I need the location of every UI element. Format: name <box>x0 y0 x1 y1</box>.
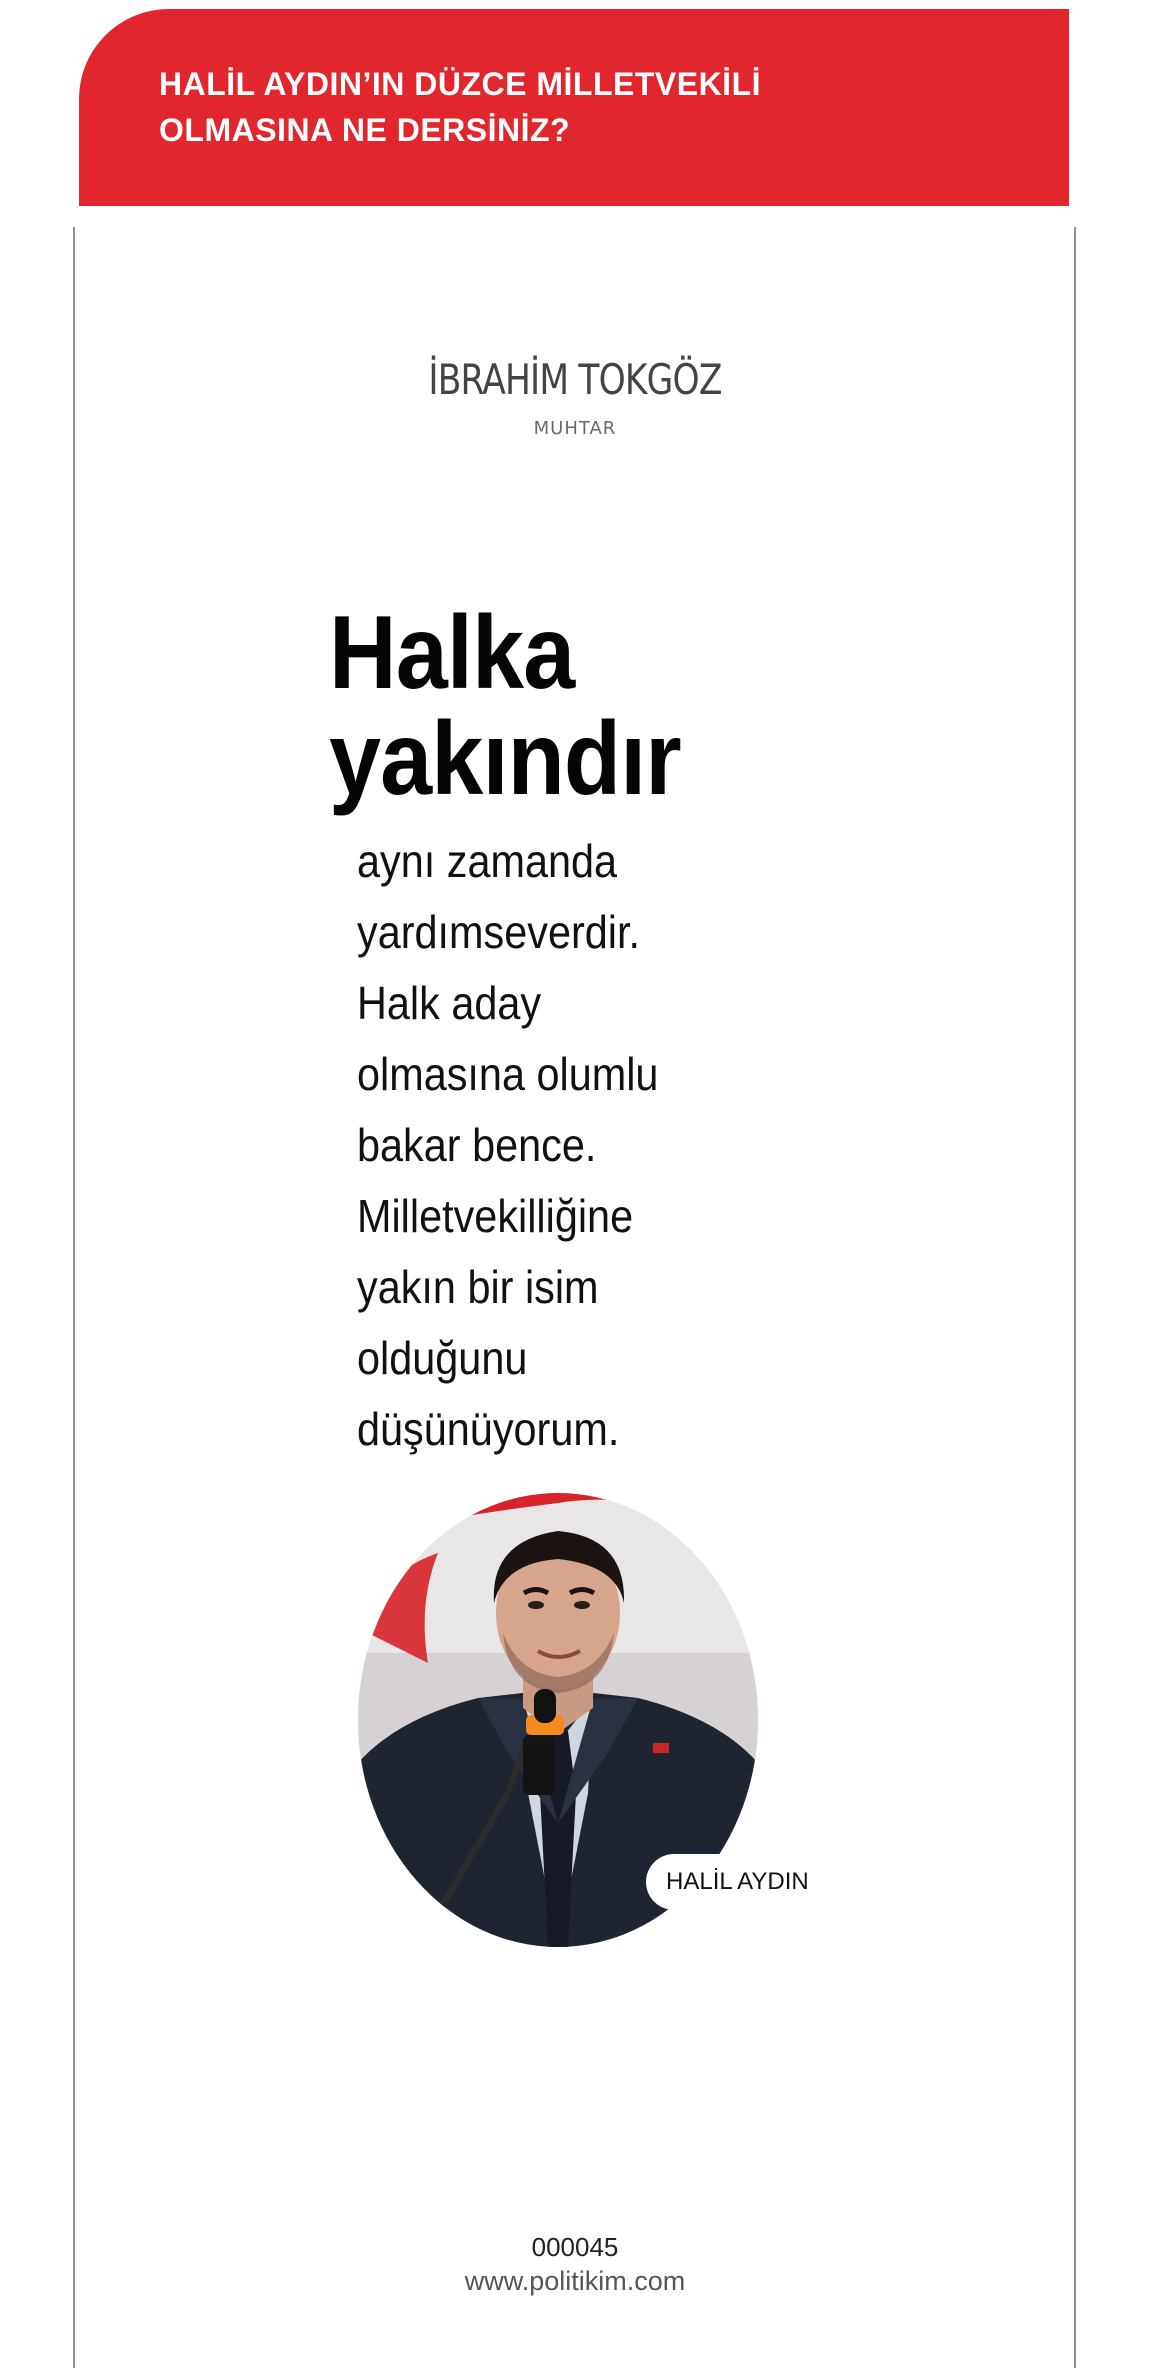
frame-left-divider <box>73 227 75 2368</box>
quote-body-line: olmasına olumlu <box>357 1048 659 1100</box>
quote-body-line: düşünüyorum. <box>357 1403 620 1455</box>
quote-body-line: bakar bence. <box>357 1119 597 1171</box>
header-title-line-1: HALİL AYDIN’IN DÜZCE MİLLETVEKİLİ <box>159 66 761 102</box>
header-title-line-2: OLMASINA NE DERSİNİZ? <box>159 112 571 148</box>
footer-code: 000045 <box>531 2232 619 2262</box>
quote-body-line: Halk aday <box>357 977 542 1029</box>
quote-headline-line: Halka <box>329 595 575 711</box>
respondent-role: MUHTAR <box>533 418 617 439</box>
respondent-name: İBRAHİM TOKGÖZ <box>428 355 722 404</box>
header-banner <box>79 9 1069 206</box>
subject-name-tag: HALİL AYDIN <box>646 1854 835 1910</box>
quote-body <box>357 826 797 1465</box>
footer-website-link[interactable]: www.politikim.com <box>464 2266 686 2296</box>
quote-headline-line: yakındır <box>329 701 681 817</box>
quote-body-line: olduğunu <box>357 1332 528 1384</box>
quote-body-line: yardımseverdir. <box>357 906 640 958</box>
quote-body-line: aynı zamanda <box>357 835 618 887</box>
quote-body-line: yakın bir isim <box>357 1261 599 1313</box>
frame-right-divider <box>1074 227 1076 2368</box>
quote-headline <box>329 595 849 817</box>
quote-body-line: Milletvekilliğine <box>357 1190 634 1242</box>
